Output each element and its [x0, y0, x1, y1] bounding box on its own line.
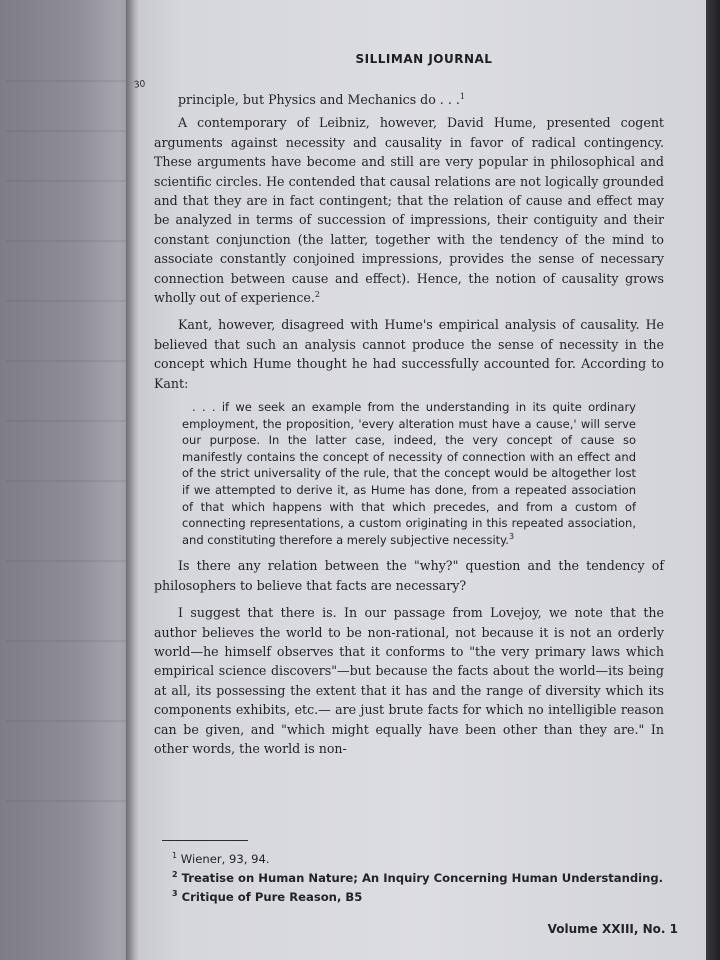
footnote-1-text: Wiener, 93, 94.: [180, 852, 270, 866]
footnote-rule: [162, 840, 248, 841]
footnote-3-text: Critique of Pure Reason, B5: [181, 890, 363, 904]
note-ref-2: 2: [314, 289, 320, 299]
footnote-3: [172, 888, 672, 907]
footnotes: [172, 850, 672, 907]
footnote-2: [172, 869, 672, 888]
paragraph-1-text: principle, but Physics and Mechanics do . . .: [178, 92, 460, 107]
block-quote-text: . . . if we seek an example from the understanding in its quite ordinary employment, the proposition, 'every alteration must have a cause,' will serve our purpose. In the latter case, indeed, the very concept of cause so manifestly contains the concept of necessity of connection with an effect and of the strict universality of the rule, that the concept would be altogether lost if we attempted to derive it, as Hume has done, from a repeated association of that which happens with that which precedes, and from a custom of connecting representations, a custom originating in this repeated association, and constituting therefore a merely subjective necessity.: [182, 400, 636, 547]
footnote-1-num: 1: [172, 851, 178, 861]
note-ref-1: 1: [459, 91, 465, 101]
volume-footer: Volume XXIII, No. 1: [547, 922, 678, 936]
body-text: [154, 90, 664, 763]
paragraph-2-text: A contemporary of Leibniz, however, David Hume, presented cogent arguments against necessity and causality in favor of radical contingency. These arguments have become and still are very popular in philosophical and scientific circles. He contended that causal relations are not logically grounded and that they are in fact contingent; that the relation of cause and effect may be analyzed in terms of succession of impressions, their contiguity and their constant conjunction (the latter, together with the tendency of the mind to associate constantly conjoined impressions, provides the sense of necessary connection between cause and effect). Hence, the notion of causality grows wholly out of experience.: [154, 115, 664, 306]
paragraph-5: I suggest that there is. In our passage from Lovejoy, we note that the author believes the world to be non-rational, not because it is not an orderly world—he himself observes that it conforms to "the very primary laws which empirical science discovers"—but because the facts about the world—its being at all, its possessing the extent that it has and the range of diversity which its components exhibits, etc.— are just brute facts for which no intelligible reason can be given, and "which might equally have been other than they are." In other words, the world is non-: [154, 605, 664, 757]
paragraph-1: [154, 90, 664, 109]
journal-page: [133, 0, 710, 960]
page-edge-shadow: [706, 0, 720, 960]
note-ref-3: 3: [508, 532, 515, 542]
footnote-3-num: 3: [172, 889, 178, 899]
footnote-1: [172, 850, 672, 869]
paragraph-3: Kant, however, disagreed with Hume's empirical analysis of causality. He believed that such an analysis cannot produce the sense of necessity in the concept which Hume thought he had successfully accounted for. According to Kant:: [154, 317, 664, 391]
footnote-2-text: Treatise on Human Nature; An Inquiry Concerning Human Understanding.: [181, 871, 664, 885]
footnote-2-num: 2: [172, 870, 178, 880]
facing-page: [0, 0, 140, 960]
running-head: SILLIMAN JOURNAL: [355, 52, 493, 66]
paragraph-4: Is there any relation between the "why?" question and the tendency of philosophers to believe that facts are necessary?: [154, 558, 664, 593]
block-quote: [182, 399, 636, 548]
paragraph-2: [154, 113, 664, 307]
page-number: 30: [133, 79, 146, 91]
